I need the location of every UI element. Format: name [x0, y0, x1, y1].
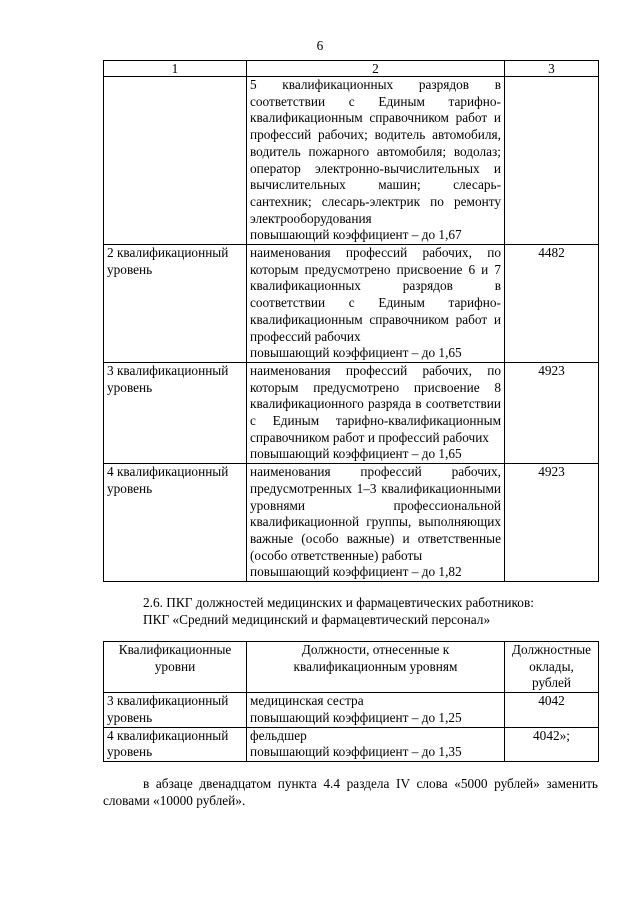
salary-cell: 4482 — [505, 245, 599, 363]
salary-cell: 4042 — [505, 693, 599, 727]
position-text: фельдшер — [250, 727, 307, 743]
page-number: 6 — [316, 38, 324, 53]
section-heading-line: ПКГ «Средний медицинский и фармацевтический персонал» — [143, 611, 491, 627]
table-row — [104, 464, 599, 582]
description-text: наименования профессий рабочих, по которым предусмотрено присвоение 8 квалификационного разряда в соответствии с Единым тарифно-квалификационным справочником работ и профессий рабочих — [250, 362, 501, 445]
description-cell — [247, 245, 505, 363]
level-cell: 4 квалификационный уровень — [104, 464, 247, 582]
table-header-row — [104, 642, 599, 693]
coefficient-text: повышающий коэффициент – до 1,65 — [250, 446, 462, 462]
table-row — [104, 77, 599, 245]
section-heading — [143, 595, 603, 628]
salary-cell — [505, 77, 599, 245]
coefficient-text: повышающий коэффициент – до 1,35 — [250, 744, 462, 760]
description-text: наименования профессий рабочих, по которым предусмотрено присвоение 6 и 7 квалификационных разрядов в соответствии с Единым тарифно-квалификационным справочником работ и профессий рабочих — [250, 245, 501, 344]
column-header: 2 — [247, 61, 505, 77]
table-row — [104, 245, 599, 363]
coefficient-text: повышающий коэффициент – до 1,65 — [250, 345, 462, 361]
section-heading-line: 2.6. ПКГ должностей медицинских и фармацевтических работников: — [143, 595, 534, 610]
column-header: Квалификационные уровни — [104, 642, 247, 693]
column-header: Должностные оклады, рублей — [505, 642, 599, 693]
description-text: 5 квалификационных разрядов в соответствии с Единым тарифно-квалификационным справочником работ и профессий рабочих; водитель автомобиля, водитель пожарного автомобиля; водолаз; оператор электронно-вычислительных и вычислительных машин; слесарь-сантехник; слесарь-электрик по ремонту электрооборудования — [250, 77, 501, 226]
salary-cell: 4923 — [505, 464, 599, 582]
description-cell — [247, 464, 505, 582]
table-row — [104, 727, 599, 761]
qualification-table-medical — [103, 641, 599, 762]
table-header-row — [104, 61, 599, 77]
table-row — [104, 693, 599, 727]
level-cell — [104, 77, 247, 245]
coefficient-text: повышающий коэффициент – до 1,25 — [250, 709, 462, 725]
position-text: медицинская сестра — [250, 693, 364, 709]
position-cell — [247, 727, 505, 761]
level-cell: 2 квалификационный уровень — [104, 245, 247, 363]
description-cell — [247, 77, 505, 245]
coefficient-text: повышающий коэффициент – до 1,82 — [250, 564, 462, 580]
salary-cell: 4042»; — [505, 727, 599, 761]
description-cell — [247, 362, 505, 463]
column-header: Должности, отнесенные к квалификационным уровням — [247, 642, 505, 693]
level-cell: 3 квалификационный уровень — [104, 693, 247, 727]
level-cell: 3 квалификационный уровень — [104, 362, 247, 463]
column-header: 1 — [104, 61, 247, 77]
description-text: наименования профессий рабочих, предусмотренных 1–3 квалификационными уровнями профессиональной квалификационной группы, выполняющих важные (особо важные) и ответственные (особо ответственные) работы — [250, 464, 501, 563]
position-cell — [247, 693, 505, 727]
salary-cell: 4923 — [505, 362, 599, 463]
coefficient-text: повышающий коэффициент – до 1,67 — [250, 227, 462, 243]
table-row — [104, 362, 599, 463]
closing-paragraph: в абзаце двенадцатом пункта 4.4 раздела IV слова «5000 рублей» заменить словами «10000 рублей». — [103, 776, 598, 808]
qualification-table-workers — [103, 60, 599, 582]
level-cell: 4 квалификационный уровень — [104, 727, 247, 761]
column-header: 3 — [505, 61, 599, 77]
